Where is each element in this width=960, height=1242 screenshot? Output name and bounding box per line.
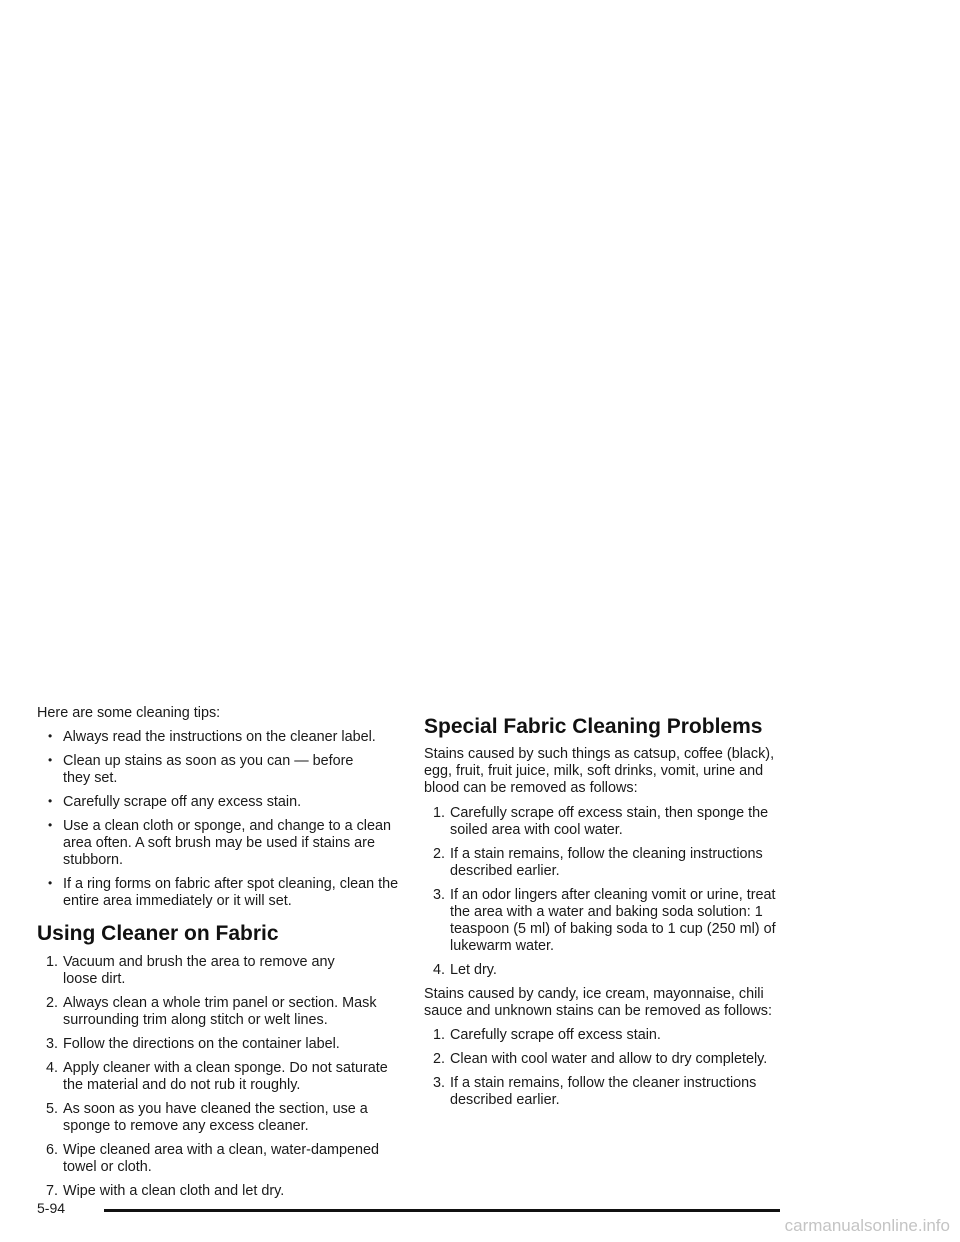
step-text: Carefully scrape off excess stain.	[450, 1027, 661, 1043]
tip-bullet	[37, 876, 402, 910]
step-item	[37, 1101, 402, 1135]
step-text: Always clean a whole trim panel or section. Mask surrounding trim along stitch or welt lines.	[63, 995, 377, 1028]
step-number: 3.	[433, 887, 446, 903]
step-text: Let dry.	[450, 962, 497, 978]
bullet-icon: •	[48, 794, 53, 808]
left-column	[37, 705, 402, 1207]
bullet-icon: •	[48, 818, 53, 832]
tip-bullet	[37, 794, 402, 811]
step-item	[424, 1075, 799, 1109]
section-heading-using-cleaner: Using Cleaner on Fabric	[37, 922, 279, 945]
step-number: 3.	[433, 1075, 446, 1091]
step-text: Wipe with a clean cloth and let dry.	[63, 1183, 285, 1199]
step-text: Wipe cleaned area with a clean, water-dampened towel or cloth.	[63, 1142, 379, 1175]
step-item	[37, 1183, 402, 1200]
watermark: carmanualsonline.info	[784, 1216, 950, 1235]
step-item	[37, 1060, 402, 1094]
tip-bullet	[37, 753, 402, 787]
footer-rule	[104, 1209, 780, 1212]
step-number: 4.	[46, 1060, 59, 1076]
step-number: 7.	[46, 1183, 59, 1199]
step-item	[424, 846, 799, 880]
bullet-icon: •	[48, 729, 53, 743]
step-item	[424, 887, 799, 955]
right-column	[424, 705, 799, 1116]
step-text: Apply cleaner with a clean sponge. Do not saturate the material and do not rub it roughly.	[63, 1060, 388, 1093]
step-text: Vacuum and brush the area to remove any loose dirt.	[63, 954, 335, 987]
bullet-icon: •	[48, 876, 53, 890]
bullet-icon: •	[48, 753, 53, 767]
step-number: 2.	[433, 846, 446, 862]
step-item	[424, 805, 799, 839]
tip-text: Clean up stains as soon as you can — before they set.	[63, 753, 354, 786]
step-item	[424, 1051, 799, 1068]
step-item	[37, 995, 402, 1029]
step-number: 1.	[433, 1027, 446, 1043]
stains-paragraph-1: Stains caused by such things as catsup, coffee (black), egg, fruit, fruit juice, milk, soft drinks, vomit, urine and blood can be removed as follows:	[424, 746, 775, 796]
step-item	[37, 1142, 402, 1176]
step-number: 2.	[46, 995, 59, 1011]
tip-text: Carefully scrape off any excess stain.	[63, 794, 302, 810]
step-item	[37, 954, 402, 988]
tip-text: Use a clean cloth or sponge, and change to a clean area often. A soft brush may be used if stains are stubborn.	[63, 818, 392, 868]
tip-text: Always read the instructions on the cleaner label.	[63, 729, 376, 745]
tip-bullet	[37, 729, 402, 746]
step-number: 3.	[46, 1036, 59, 1052]
stains-paragraph-2: Stains caused by candy, ice cream, mayonnaise, chili sauce and unknown stains can be removed as follows:	[424, 986, 772, 1019]
step-text: As soon as you have cleaned the section, use a sponge to remove any excess cleaner.	[63, 1101, 368, 1134]
step-item	[37, 1036, 402, 1053]
step-item	[424, 962, 799, 979]
page-number: 5-94	[37, 1200, 66, 1216]
step-text: If a stain remains, follow the cleaning instructions described earlier.	[450, 846, 763, 879]
step-number: 4.	[433, 962, 446, 978]
step-text: If an odor lingers after cleaning vomit or urine, treat the area with a water and baking soda solution: 1 teaspoon (5 ml) of baking soda to 1 cup (250 ml) of lukewarm water.	[450, 887, 776, 954]
cleaning-tips-intro: Here are some cleaning tips:	[37, 705, 221, 721]
step-number: 1.	[433, 805, 446, 821]
step-item	[424, 1027, 799, 1044]
step-number: 5.	[46, 1101, 59, 1117]
step-text: If a stain remains, follow the cleaner instructions described earlier.	[450, 1075, 757, 1108]
step-number: 1.	[46, 954, 59, 970]
tip-bullet	[37, 818, 402, 869]
step-text: Follow the directions on the container label.	[63, 1036, 340, 1052]
step-number: 2.	[433, 1051, 446, 1067]
section-heading-special-problems: Special Fabric Cleaning Problems	[424, 715, 763, 738]
tip-text: If a ring forms on fabric after spot cleaning, clean the entire area immediately or it will set.	[63, 876, 399, 909]
step-number: 6.	[46, 1142, 59, 1158]
step-text: Clean with cool water and allow to dry completely.	[450, 1051, 768, 1067]
step-text: Carefully scrape off excess stain, then sponge the soiled area with cool water.	[450, 805, 769, 838]
